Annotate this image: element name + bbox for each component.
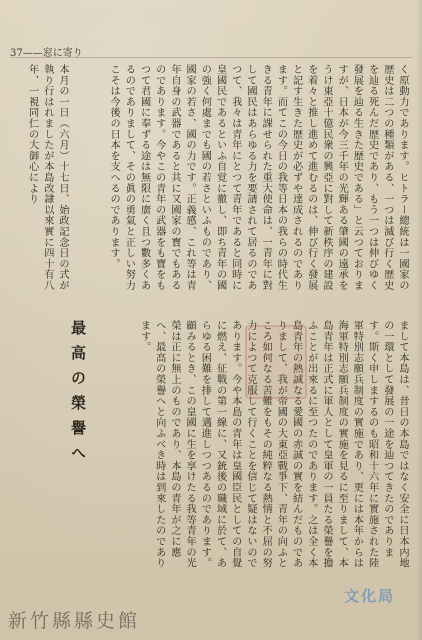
- cultural-bureau-watermark: 文化局: [344, 587, 396, 605]
- county-history-museum-seal: 新竹縣縣史館: [8, 610, 141, 632]
- header-rule: [10, 57, 412, 58]
- upper-text-columns: [72, 64, 410, 296]
- section-intro-paragraph: 本月の一日（六月）十七日、始政記念日の式が執り行はれましたが本島改隷以來實に四十有八年、一視同仁の大御心により: [26, 64, 68, 291]
- section-intro-columns: [10, 64, 70, 296]
- faded-red-stamp: [245, 325, 307, 399]
- section-title: 最高の榮譽へ: [69, 320, 87, 470]
- upper-paragraph: く原動力であります。ヒトラー總統は一國家の歴史は二つの種類がある、一つは滅び行く歴史を辿る死んだ歴史であり、もう一つは伸びゆく發展を辿る生きた歴史である」と云つておりますが、日本が今三千年の光輝ある肇國の遠承をうけ東亞十億民衆の興亞に對して新秩序の建設を着々と推し進めて進むるのは、伸び行く發展と記す生きた歴史が必ずや達成されるのであります。而てこの今日の我等日本の我らの時代生きる青年に課せられた重大使命は、一青年に對して國民はあらゆる力を要請されて居るのであつて、我々は青年にとつて青年であると同時に皇國民であるといふ自覚に徹し、即ち青年の國の強く何處までも國の若さといふものであり、國家の若さ、國の力です。正義感、これ等は青年自身の武器であると共に又國家の寳でもあるのであります。今やこの青年の武器をも寶をもつて君國に奉ずる途は無限に廣く且つ數多くあるのでありまして、その眞の勇氣と正しい努力こそは今後の日本を支へるのであります。: [108, 64, 408, 291]
- page-edge-shadow: [416, 0, 422, 640]
- running-header: 37——窓に寄り: [10, 48, 83, 59]
- lower-paragraph: まして本島は、昔日の本島ではなく安全に日本内地の一環として發展の一途を辿つてきたのであります。斯く申しまするのも昭和十六年に實施された陸軍特別志願兵制度の實施であり、更には本年からは海軍特別志願兵制度の實施を見るに至りまして、本島青年は正式に軍人として皇軍の一員たる榮譽を擔ふことが出來るに至つたのであります。之は全く本島青年の熱誠なる愛國の赤誠の實を結んだものでありまして、我が帝國の大東亞戰爭下、青年の向ふところ如何なる苦難をもその純粹なる熱情と不屈の努力によつて克服して行くことを信じて疑はないのであります。今や本島の青年は皇國臣民としての自覺に燃え、征戰の第一線に、又銃後の職域に於て、あらゆる困難を排して邁進しつつあるのであります。顧みるとき、この皇國に生を享けたる我等青年の光榮は正に無上のものであり、本島の青年が之に應へ、最高の榮譽へと向ふべき時は到來したのであります。: [138, 320, 408, 569]
